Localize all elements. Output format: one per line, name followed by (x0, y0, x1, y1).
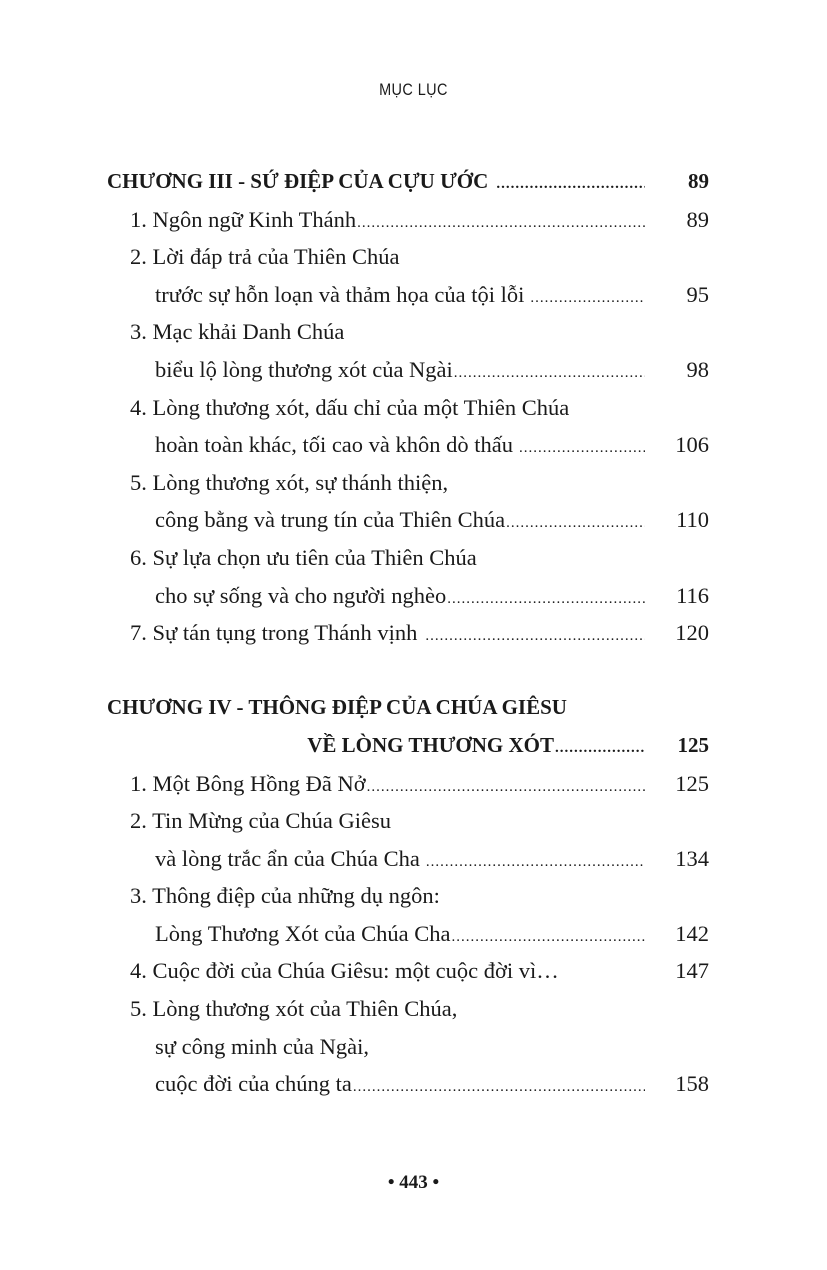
entry-text: 4. Lòng thương xót, dấu chỉ của một Thiên Chúa (130, 394, 570, 420)
toc-entry[interactable] (107, 614, 709, 652)
page-number: 98 (686, 356, 709, 382)
page-footer-number: • 443 • (387, 1172, 440, 1193)
table-of-contents (107, 163, 709, 1103)
toc-entry-continuation[interactable] (107, 501, 709, 539)
page-number: 106 (675, 432, 709, 458)
dot-leader (353, 1069, 645, 1107)
toc-entry-continuation[interactable] (107, 915, 709, 953)
toc-entry[interactable] (107, 952, 709, 990)
page-number: 134 (675, 845, 709, 871)
entry-text: 1. Ngôn ngữ Kinh Thánh (130, 206, 357, 232)
page-number: 147 (675, 958, 709, 984)
page-number: 125 (677, 732, 709, 757)
entry-text: trước sự hỗn loạn và thảm họa của tội lỗi (155, 281, 525, 307)
toc-entry-continuation[interactable] (107, 426, 709, 464)
entry-text: 4. Cuộc đời của Chúa Giêsu: một cuộc đời vì… (130, 958, 559, 984)
chapter-heading[interactable] (107, 163, 709, 201)
toc-entry-continuation[interactable] (107, 1065, 709, 1103)
chapter-heading[interactable] (107, 689, 709, 727)
entry-text: cho sự sống và cho người nghèo (155, 582, 447, 608)
dot-leader (555, 730, 645, 768)
entry-text: công bằng và trung tín của Thiên Chúa (155, 507, 506, 533)
toc-entry[interactable] (107, 765, 709, 803)
entry-text: 5. Lòng thương xót, sự thánh thiện, (130, 469, 449, 495)
page-number: 95 (686, 281, 709, 307)
page-number: 89 (686, 206, 709, 232)
chapter-title: CHƯƠNG III - SỨ ĐIỆP CỦA CỰU ƯỚC (107, 169, 489, 193)
dot-leader (496, 166, 645, 204)
entry-text: 3. Mạc khải Danh Chúa (130, 319, 345, 345)
toc-entry[interactable] (107, 877, 709, 915)
page-number: 110 (676, 507, 709, 533)
chapter-title: CHƯƠNG IV - THÔNG ĐIỆP CỦA CHÚA GIÊSU (107, 695, 567, 720)
toc-entry-continuation[interactable] (107, 840, 709, 878)
entry-text: hoàn toàn khác, tối cao và khôn dò thấu (155, 432, 514, 458)
toc-entry-continuation[interactable] (107, 1028, 709, 1066)
entry-text: 7. Sự tán tụng trong Thánh vịnh (130, 620, 418, 646)
dot-leader (367, 769, 645, 807)
entry-text: 6. Sự lựa chọn ưu tiên của Thiên Chúa (130, 544, 477, 570)
chapter-heading-continuation[interactable] (107, 727, 709, 765)
dot-leader (452, 919, 645, 957)
dot-leader (447, 581, 645, 619)
toc-entry[interactable] (107, 802, 709, 840)
toc-entry[interactable] (107, 238, 709, 276)
spacer (107, 652, 709, 690)
entry-text: 3. Thông điệp của những dụ ngôn: (130, 883, 440, 909)
entry-text: 2. Tin Mừng của Chúa Giêsu (130, 808, 391, 834)
dot-leader (506, 505, 645, 543)
page-number: 158 (675, 1071, 709, 1097)
page-number: 120 (675, 620, 709, 646)
dot-leader (425, 618, 645, 656)
toc-entry[interactable] (107, 990, 709, 1028)
entry-text: biểu lộ lòng thương xót của Ngài (155, 356, 453, 382)
dot-leader (426, 844, 645, 882)
entry-text: sự công minh của Ngài, (155, 1033, 370, 1059)
dot-leader (454, 355, 645, 393)
toc-entry[interactable] (107, 201, 709, 239)
entry-text: 1. Một Bông Hồng Đã Nở (130, 770, 366, 796)
toc-entry-continuation[interactable] (107, 577, 709, 615)
page-number: 125 (675, 770, 709, 796)
page-number: 116 (676, 582, 709, 608)
toc-entry[interactable] (107, 389, 709, 427)
entry-text: Lòng Thương Xót của Chúa Cha (155, 920, 451, 946)
running-header: MỤC LỤC (379, 80, 448, 99)
toc-entry-continuation[interactable] (107, 276, 709, 314)
page-number: 142 (675, 920, 709, 946)
page-number: 89 (688, 169, 709, 193)
dot-leader (519, 430, 645, 468)
toc-entry[interactable] (107, 539, 709, 577)
toc-entry-continuation[interactable] (107, 351, 709, 389)
dot-leader (530, 280, 645, 318)
entry-text: cuộc đời của chúng ta (155, 1071, 352, 1097)
entry-text: và lòng trắc ẩn của Chúa Cha (155, 845, 420, 871)
chapter-title: VỀ LÒNG THƯƠNG XÓT (307, 732, 554, 757)
entry-text: 2. Lời đáp trả của Thiên Chúa (130, 244, 400, 270)
toc-entry[interactable] (107, 313, 709, 351)
toc-entry[interactable] (107, 464, 709, 502)
dot-leader (357, 205, 645, 243)
entry-text: 5. Lòng thương xót của Thiên Chúa, (130, 996, 458, 1022)
